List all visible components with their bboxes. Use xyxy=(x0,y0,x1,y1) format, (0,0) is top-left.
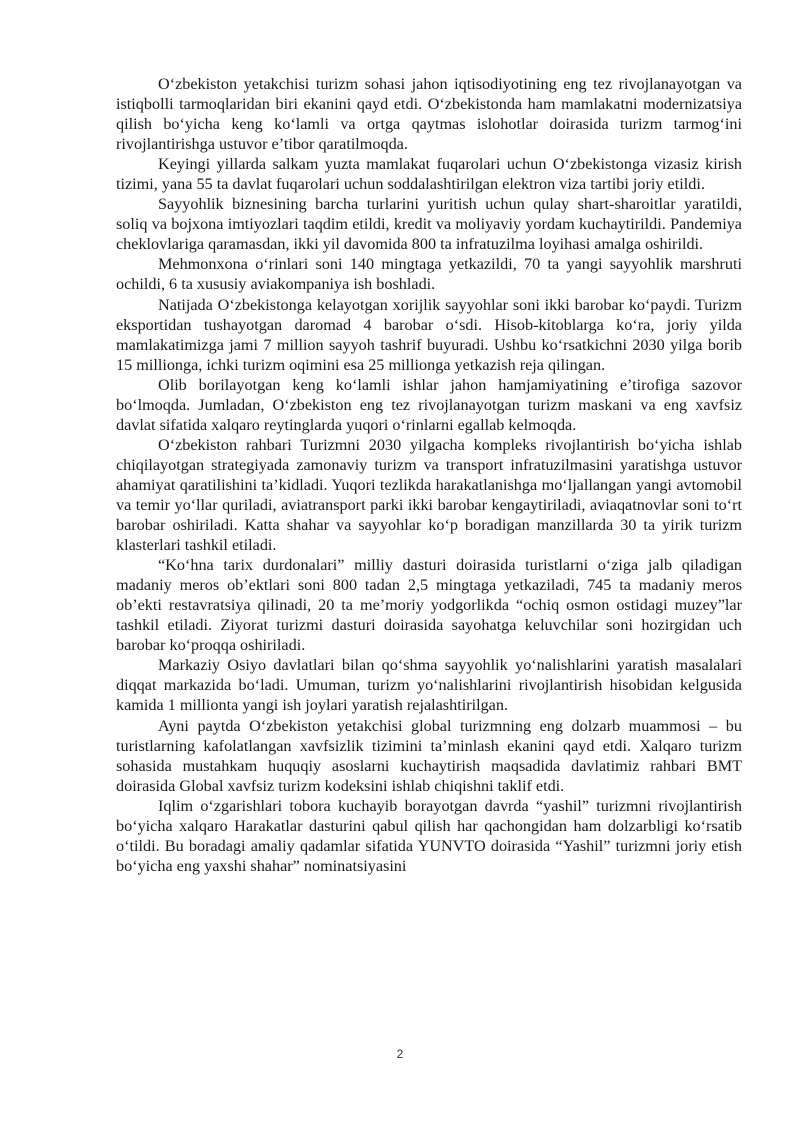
paragraph: Keyingi yillarda salkam yuzta mamlakat fuqarolari uchun O‘zbekistonga vizasiz kirish tizimi, yana 55 ta davlat fuqarolari uchun soddalashtirilgan elektron viza tartibi joriy etildi. xyxy=(116,155,742,194)
paragraph: Markaziy Osiyo davlatlari bilan qo‘shma sayyohlik yo‘nalishlarini yaratish masalalari diqqat markazida bo‘ladi. Umuman, turizm yo‘nalishlarini rivojlantirish hisobidan kelgusida kamida 1 millionta yangi ish joylari yaratish rejalashtirilgan. xyxy=(116,656,742,715)
document-body xyxy=(116,74,742,876)
paragraph: Natijada O‘zbekistonga kelayotgan xorijlik sayyohlar soni ikki barobar ko‘paydi. Turizm eksportidan tushayotgan daromad 4 barobar o‘sdi. Hisob-kitoblarga ko‘ra, joriy yilda mamlakatimizga jami 7 million sayyoh tashrif buyuradi. Ushbu ko‘rsatkichni 2030 yilga borib 15 millionga, ichki turizm oqimini esa 25 millionga yetkazish reja qilingan. xyxy=(116,295,742,374)
page-number: 2 xyxy=(396,1047,404,1061)
paragraph: O‘zbekiston yetakchisi turizm sohasi jahon iqtisodiyotining eng tez rivojlanayotgan va istiqbolli tarmoqlaridan biri ekanini qayd etdi. O‘zbekistonda ham mamlakatni modernizatsiya qilish bo‘yicha keng ko‘lamli va ortga qaytmas islohotlar doirasida turizm tarmog‘ini rivojlantirishga ustuvor e’tibor qaratilmoqda. xyxy=(116,75,742,154)
paragraph: Mehmonxona o‘rinlari soni 140 mingtaga yetkazildi, 70 ta yangi sayyohlik marshruti ochildi, 6 ta xususiy aviakompaniya ish boshladi. xyxy=(116,255,742,294)
paragraph: Olib borilayotgan keng ko‘lamli ishlar jahon hamjamiyatining e’tirofiga sazovor bo‘lmoqda. Jumladan, O‘zbekiston eng tez rivojlanayotgan turizm maskani va eng xavfsiz davlat sifatida xalqaro reytinglarda yuqori o‘rinlarni egallab kelmoqda. xyxy=(116,375,742,434)
paragraph: Ayni paytda O‘zbekiston yetakchisi global turizmning eng dolzarb muammosi – bu turistlarning kafolatlangan xavfsizlik tizimini ta’minlash ekanini qayd etdi. Xalqaro turizm sohasida mustahkam huquqiy asoslarni kuchaytirish maqsadida davlatimiz rahbari BMT doirasida Global xavfsiz turizm kodeksini ishlab chiqishni taklif etdi. xyxy=(116,716,742,795)
paragraph: Iqlim o‘zgarishlari tobora kuchayib borayotgan davrda “yashil” turizmni rivojlantirish bo‘yicha xalqaro Harakatlar dasturini qabul qilish har qachongidan ham dolzarbligi ko‘rsatib o‘tildi. Bu boradagi amaliy qadamlar sifatida YUNVTO doirasida “Yashil” turizmni joriy etish bo‘yicha eng yaxshi shahar” nominatsiyasini xyxy=(116,796,742,875)
paragraph: “Ko‘hna tarix durdonalari” milliy dasturi doirasida turistlarni o‘ziga jalb qiladigan madaniy meros ob’ektlari soni 800 tadan 2,5 mingtaga yetkaziladi, 745 ta madaniy meros ob’ekti restavratsiya qilinadi, 20 ta me’moriy yodgorlikda “ochiq osmon ostidagi muzey”lar tashkil etiladi. Ziyorat turizmi dasturi doirasida sayohatga keluvchilar soni hozirgidan uch barobar ko‘proqqa oshiriladi. xyxy=(116,556,742,655)
paragraph: Sayyohlik biznesining barcha turlarini yuritish uchun qulay shart-sharoitlar yaratildi, soliq va bojxona imtiyozlari taqdim etildi, kredit va moliyaviy yordam kuchaytirildi. Pandemiya cheklovlariga qaramasdan, ikki yil davomida 800 ta infratuzilma loyihasi amalga oshirildi. xyxy=(116,195,742,254)
paragraph: O‘zbekiston rahbari Turizmni 2030 yilgacha kompleks rivojlantirish bo‘yicha ishlab chiqilayotgan strategiyada zamonaviy turizm va transport infratuzilmasini yaratishga ustuvor ahamiyat qaratilishini ta’kidladi. Yuqori tezlikda harakatlanishga mo‘ljallangan yangi avtomobil va temir yo‘llar quriladi, aviatransport parki ikki barobar kengaytiriladi, aviaqatnovlar soni to‘rt barobar oshiriladi. Katta shahar va sayyohlar ko‘p boradigan manzillarda 30 ta yirik turizm klasterlari tashkil etiladi. xyxy=(116,435,742,555)
